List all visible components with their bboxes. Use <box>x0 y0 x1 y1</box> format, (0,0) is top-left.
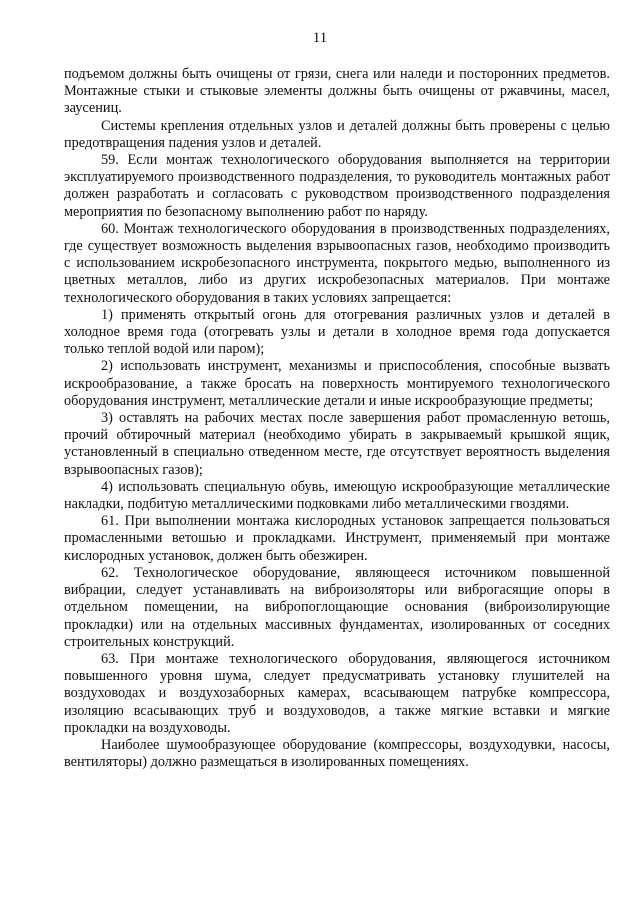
paragraph-noisy-equipment: Наиболее шумообразующее оборудование (компрессоры, воздуходувки, насосы, вентиляторы) должно размещаться в изолированных помещениях. <box>64 736 610 771</box>
paragraph-continuation: подъемом должны быть очищены от грязи, снега или наледи и посторонних предметов. Монтажные стыки и стыковые элементы должны быть очищены от ржавчины, масел, заусениц. <box>64 66 610 117</box>
document-body <box>64 66 610 771</box>
paragraph-59: 59. Если монтаж технологического оборудования выполняется на территории эксплуатируемого производственного подразделения, то руководитель монтажных работ должен разработать и согласовать с руководством производственного подразделения мероприятия по безопасному выполнению работ по наряду. <box>64 152 610 220</box>
paragraph-60: 60. Монтаж технологического оборудования в производственных подразделениях, где существует возможность выделения взрывоопасных газов, необходимо производить с использованием искробезопасного инструмента, покрытого медью, выполненного из цветных металлов, либо из других искробезопасных материалов. При монтаже технологического оборудования в таких условиях запрещается: <box>64 220 610 306</box>
page-number: 11 <box>312 30 328 46</box>
paragraph-fastening-systems: Системы крепления отдельных узлов и деталей должны быть проверены с целью предотвращения падения узлов и деталей. <box>64 117 610 151</box>
paragraph-61: 61. При выполнении монтажа кислородных установок запрещается пользоваться промасленными ветошью и прокладками. Инструмент, применяемый при монтаже кислородных установок, должен быть обезжирен. <box>64 513 610 564</box>
paragraph-60-item-2: 2) использовать инструмент, механизмы и приспособления, способные вызвать искрообразование, а также бросать на поверхность монтируемого технологического оборудования инструмент, металлические детали и иные искрообразующие предметы; <box>64 358 610 409</box>
paragraph-60-item-1: 1) применять открытый огонь для отогревания различных узлов и деталей в холодное время года (отогревать узлы и детали в холодное время года допускается только теплой водой или паром); <box>64 306 610 358</box>
paragraph-63: 63. При монтаже технологического оборудования, являющегося источником повышенного уровня шума, следует предусматривать установку глушителей на воздуховодах и воздухозаборных камерах, всасывающем патрубке компрессора, изоляцию всасывающих труб и воздуховодов, а также мягкие вставки и мягкие прокладки на воздуховоды. <box>64 650 610 736</box>
paragraph-60-item-4: 4) использовать специальную обувь, имеющую искрообразующие металлические накладки, подбитую металлическими подковками либо металлическими гвоздями. <box>64 478 610 513</box>
paragraph-62: 62. Технологическое оборудование, являющееся источником повышенной вибрации, следует устанавливать на виброизоляторы или виброгасящие опоры в отдельном помещении, на вибропоглощающие основания (виброизолирующие прокладки) или на отдельных массивных фундаментах, изолированных от соседних строительных конструкций. <box>64 564 610 650</box>
paragraph-60-item-3: 3) оставлять на рабочих местах после завершения работ промасленную ветошь, прочий обтирочный материал (необходимо убирать в закрываемый крышкой ящик, установленный в специально отведенном месте, где отсутствует вероятность выделения взрывоопасных газов); <box>64 410 610 478</box>
